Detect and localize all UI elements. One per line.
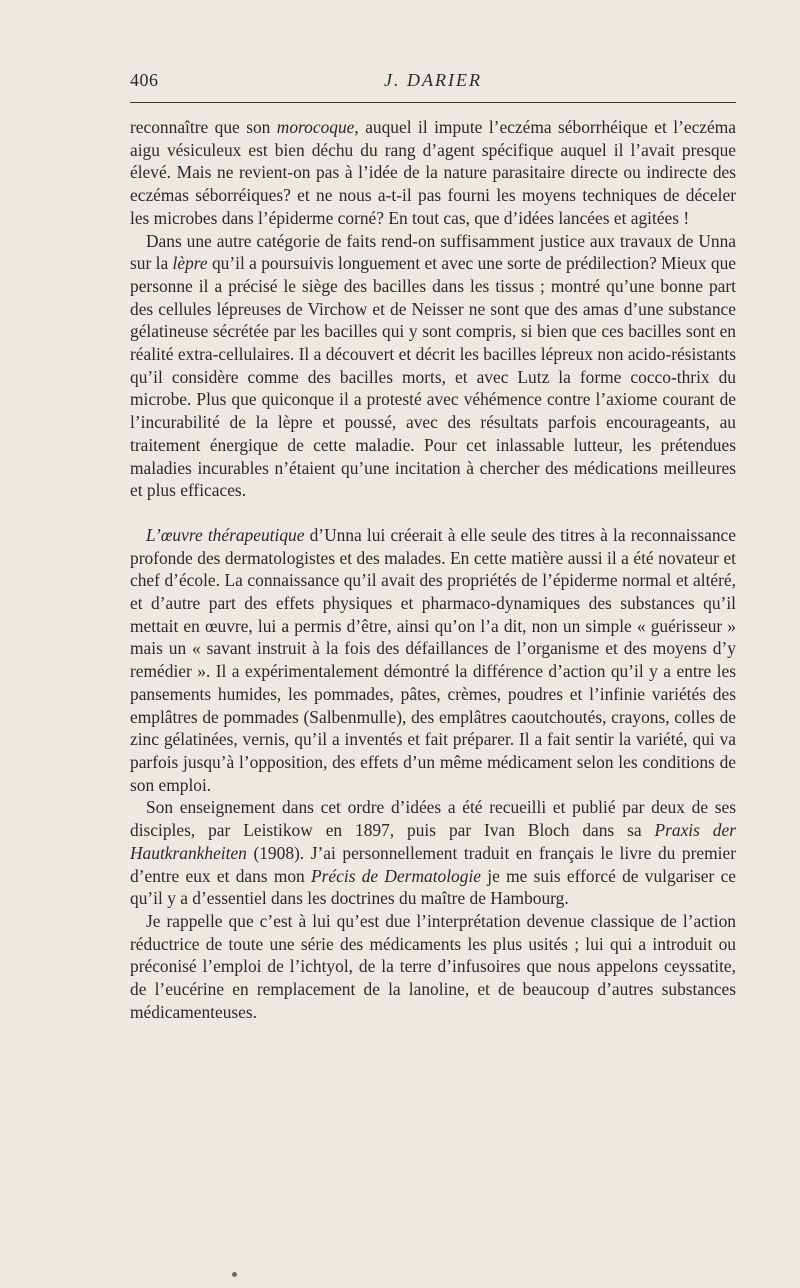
header-rule: [130, 102, 736, 103]
running-head: J. DARIER: [384, 70, 482, 90]
paragraph-text: Dans une autre catégorie de faits rend-on suffisamment justice aux travaux de Unna sur la: [130, 230, 736, 274]
paragraph-italic-text: L’œuvre thérapeutique: [146, 524, 305, 545]
body-text: [130, 116, 736, 1023]
paragraph-text: (1908). J’ai personnellement traduit en français le livre du premier d’entre eux et dans mon: [130, 842, 736, 886]
paragraph-text: , auquel il impute l’eczéma séborrhéique et l’eczéma aigu vésiculeux est bien déchu du rang d’agent spécifique auquel il l’avait presque élevé. Mais ne revient-on pas à l’idée de la nature parasitaire directe ou indirecte des eczémas séborréiques? et ne nous a-t-il pas fourni les moyens techniques de déceler les microbes dans l’épiderme corné? En tout cas, que d’idées lancées et agitées !: [130, 117, 736, 228]
paragraph-text: je me suis efforcé de vulgariser ce qu’il y a d’essentiel dans les doctrines du maître de Hambourg.: [130, 865, 737, 909]
print-mark: [232, 1272, 237, 1277]
paragraph-text: qu’il a poursuivis longuement et avec une sorte de prédilection? Mieux que personne il a précisé le siège des bacilles dans les tissus ; montré qu’une bonne part des cellules lépreuses de Virchow et de Neisser ne sont que des amas d’une substance gélatineuse sécrétée par les bacilles qui y sont compris, si bien que ces bacilles sont en réalité extra-cellulaires. Il a découvert et décrit les bacilles lépreux non acido-résistants qu’il considère comme des bacilles morts, et avec Lutz la forme cocco-thrix du microbe. Plus que quiconque il a protesté avec véhémence contre l’axiome courant de l’incurabilité de la lèpre et poussé, avec des résultats parfois encourageants, au traitement énergique de cette maladie. Pour cet inlassable lutteur, les prétendues maladies incurables n’étaient qu’une incitation à chercher des médications meilleures et plus efficaces.: [130, 253, 736, 501]
paragraph-italic-text: morocoque: [276, 117, 355, 137]
paragraph-italic-text: Praxis der Hautkrankheiten: [130, 820, 736, 863]
paragraph-teaching: [130, 796, 736, 910]
paragraph-italic-text: lèpre: [172, 253, 208, 274]
paragraph-therapeutic-work: [130, 524, 736, 796]
paragraph-leprosy: [130, 230, 736, 502]
paragraph-eczema: [130, 116, 736, 230]
paragraph-text: d’Unna lui créerait à elle seule des titres à la reconnaissance profonde des dermatologistes et des malades. En cette matière aussi il a été novateur et chef d’école. La connaissance qu’il avait des propriétés de l’épiderme normal et altéré, et d’autre part des effets physiques et pharmaco-dynamiques des substances qu’il mettait en œuvre, lui a permis d’être, ainsi qu’on l’a dit, non un simple « guérisseur » mais un « savant instruit à la fois des défaillances de l’organisme et des moyens d’y remédier ». Il a expérimentalement démontré la différence d’action qu’il y a entre les pansements humides, les pommades, pâtes, crèmes, poudres et l’infinie variétés des emplâtres de pommades (Salbenmulle), des emplâtres caoutchoutés, crayons, colles de zinc gélatinées, vernis, qu’il a inventés et fait préparer. Il a fait sentir la variété, qui va parfois jusqu’à l’opposition, des effets d’un même médicament selon les conditions de son emploi.: [130, 524, 736, 795]
paragraph-text: Je rappelle que c’est à lui qu’est due l’interprétation devenue classique de l’action réductrice de toute une série des médicaments les plus usités ; lui qui a introduit ou préconisé l’emploi de l’ichtyol, de la terre d’infusoires que nous appelons ceyssatite, de l’eucérine en remplacement de la lanoline, et de beaucoup d’autres substances médicamenteuses.: [130, 910, 736, 1022]
paragraph-text: reconnaître que son: [130, 117, 277, 137]
paragraph-reductive-action: [130, 910, 736, 1024]
page-header: [130, 70, 736, 96]
page-number: 406: [130, 70, 159, 90]
paragraph-italic-text: Précis de Dermatologie: [311, 865, 482, 886]
paragraph-text: Son enseignement dans cet ordre d’idées a été recueilli et publié par deux de ses disciples, par Leistikow en 1897, puis par Ivan Bloch dans sa: [130, 797, 736, 841]
